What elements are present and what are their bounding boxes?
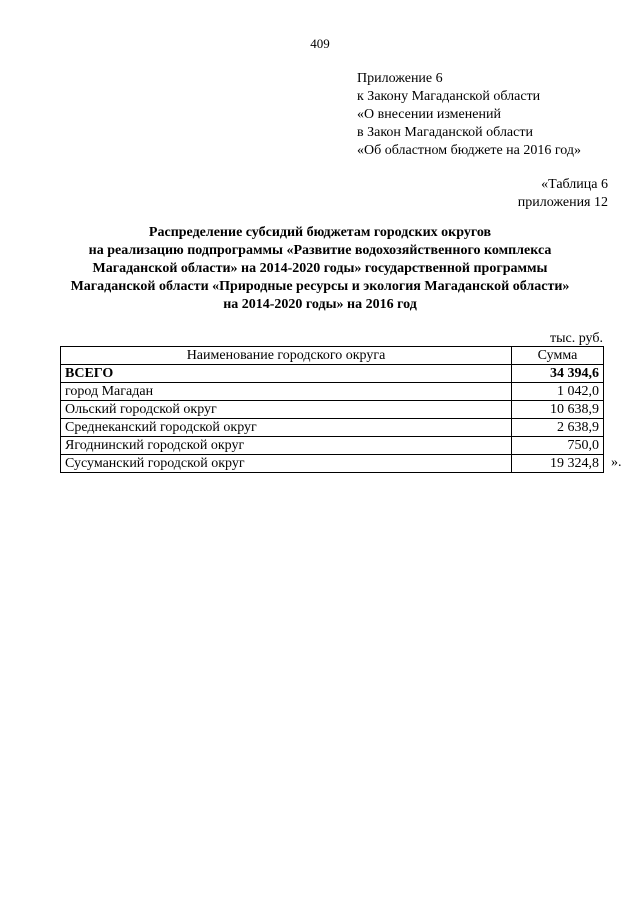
attachment-line: к Закону Магаданской области	[357, 89, 541, 104]
table-row	[61, 455, 604, 473]
row-name: Сусуманский городской округ	[61, 455, 512, 473]
row-amount: 19 324,8	[512, 455, 604, 473]
attachment-line: в Закон Магаданской области	[357, 125, 533, 140]
row-name: Среднеканский городской округ	[61, 419, 512, 437]
table-row	[61, 437, 604, 455]
row-amount: 750,0	[512, 437, 604, 455]
row-amount: 1 042,0	[512, 383, 604, 401]
title-line: на 2014-2020 годы» на 2016 год	[223, 297, 417, 312]
table-reference-line: приложения 12	[517, 195, 608, 210]
row-amount: 34 394,6	[512, 365, 604, 383]
attachment-line: Приложение 6	[357, 71, 443, 86]
row-amount: 2 638,9	[512, 419, 604, 437]
header-amount: Сумма	[512, 347, 604, 365]
attachment-reference	[357, 70, 581, 160]
title-line: Распределение субсидий бюджетам городских округов	[148, 225, 492, 240]
table-row	[61, 401, 604, 419]
table-row-total	[61, 365, 604, 383]
row-name: Ольский городской округ	[61, 401, 512, 419]
table-reference	[518, 176, 608, 212]
row-name: ВСЕГО	[61, 365, 512, 383]
attachment-line: «Об областном бюджете на 2016 год»	[357, 143, 581, 158]
table-row	[61, 419, 604, 437]
header-district-name: Наименование городского округа	[61, 347, 512, 365]
title-line: на реализацию подпрограммы «Развитие водохозяйственного комплекса	[88, 243, 552, 258]
row-amount: 10 638,9	[512, 401, 604, 419]
table-reference-line: «Таблица 6	[541, 177, 608, 192]
attachment-line: «О внесении изменений	[357, 107, 501, 122]
document-title	[40, 224, 600, 314]
title-line: Магаданской области» на 2014-2020 годы» государственной программы	[92, 261, 548, 276]
closing-quote-mark: ».	[611, 455, 622, 470]
table-header-row	[61, 347, 604, 365]
row-name: Ягоднинский городской округ	[61, 437, 512, 455]
page-number: 409	[310, 36, 330, 51]
table-row	[61, 383, 604, 401]
units-label: тыс. руб.	[550, 331, 603, 346]
row-name: город Магадан	[61, 383, 512, 401]
title-line: Магаданской области «Природные ресурсы и экология Магаданской области»	[70, 279, 570, 294]
subsidy-table	[60, 346, 604, 473]
